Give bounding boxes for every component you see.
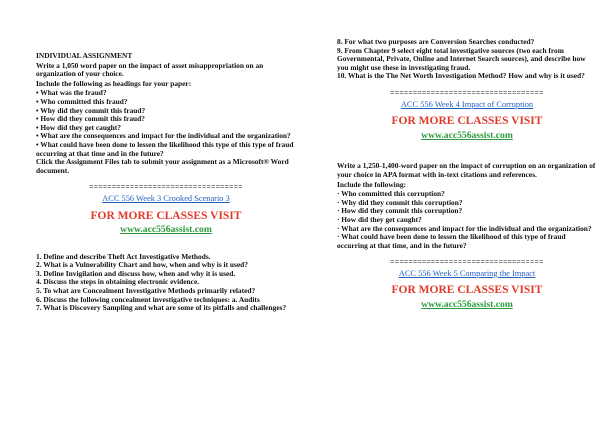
corruption-item: · Why did they commit this corruption? <box>337 197 463 207</box>
corruption-include: Include the following: <box>337 179 406 189</box>
left-column <box>36 52 296 313</box>
question-item: 10. What is the The Net Worth Investigation Method? How and why is it used? <box>337 71 585 81</box>
site-link[interactable]: www.acc556assist.com <box>120 224 212 236</box>
corruption-intro: Write a 1,250-1,400-word paper on the impact of corruption on an organization of your choice in APA format with in-text citations and references. <box>337 161 596 179</box>
more-classes-banner: FOR MORE CLASSES VISIT <box>391 115 543 128</box>
assignment-closing: Click the Assignment Files tab to submit your assignment as a Microsoft® Word document. <box>36 157 289 175</box>
course-link-week5[interactable]: ACC 556 Week 5 Comparing the Impact <box>398 268 536 278</box>
question-list-continued <box>337 38 597 81</box>
corruption-item: · How did they commit this corruption? <box>337 206 463 216</box>
divider: ================================== <box>390 257 544 267</box>
question-item: 8. For what two purposes are Conversion Searches conducted? <box>337 37 535 46</box>
question-list <box>36 253 296 313</box>
question-item: 6. Discuss the following concealment investigative techniques: a. Audits <box>36 294 260 304</box>
question-item: 5. To what are Concealment Investigative Methods primarily related? <box>36 286 256 296</box>
question-item: 4. Discuss the steps in obtaining electronic evidence. <box>36 277 200 287</box>
assignment-intro: Write a 1,050 word paper on the impact of asset misappropriation on an organization of your choice. <box>36 60 264 79</box>
course-link-week3[interactable]: ACC 556 Week 3 Crooked Scenario 3 <box>102 193 230 203</box>
right-column <box>337 38 597 328</box>
assignment-heading: INDIVIDUAL ASSIGNMENT <box>36 51 133 60</box>
site-link[interactable]: www.acc556assist.com <box>421 299 513 311</box>
site-link[interactable]: www.acc556assist.com <box>421 129 513 141</box>
corruption-item: · What could have been done to lessen the likelihood of this type of fraud occurring at that time, and in the future? <box>337 232 566 250</box>
course-link-week4[interactable]: ACC 556 Week 4 Impact of Corruption <box>400 99 534 109</box>
bullet-item: • What could have been done to lessen the likelihood this type of this type of fraud occurring at that time and in the future? <box>36 139 294 158</box>
question-item: 1. Define and describe Theft Act Investigative Methods. <box>36 251 211 261</box>
more-classes-banner: FOR MORE CLASSES VISIT <box>391 284 543 297</box>
bullet-item: • Who committed this fraud? <box>36 96 128 106</box>
divider: ================================== <box>89 182 243 192</box>
bullet-item: • How did they commit this fraud? <box>36 114 145 124</box>
question-item: 2. What is a Vulnerability Chart and how, when and why is it used? <box>36 260 248 270</box>
question-item: 3. Define Invigilation and discuss how, when and why it is used. <box>36 268 236 278</box>
bullet-item: • What are the consequences and impact for the individual and the organization? <box>36 131 291 141</box>
question-item: 7. What is Discovery Sampling and what are some of its pitfalls and challenges? <box>36 303 287 313</box>
corruption-items <box>337 190 597 250</box>
divider: ================================== <box>390 87 544 97</box>
bullet-item: • Why did they commit this fraud? <box>36 105 146 115</box>
corruption-item: · How did they get caught? <box>337 214 422 224</box>
corruption-item: · What are the consequences and impact for the individual and the organization? <box>337 223 592 233</box>
assignment-include: Include the following as headings for your paper: <box>36 78 192 88</box>
bullet-item: • What was the fraud? <box>36 88 107 98</box>
question-item: 9. From Chapter 9 select eight total investigative sources (two each from Governmental, Private, Online and Internet Search sources), and describe how you might use these in investigating fraud. <box>337 45 586 72</box>
assignment-bullets <box>36 89 296 158</box>
corruption-item: · Who committed this corruption? <box>337 189 445 199</box>
bullet-item: • How did they get caught? <box>36 122 121 132</box>
more-classes-banner: FOR MORE CLASSES VISIT <box>90 209 242 222</box>
